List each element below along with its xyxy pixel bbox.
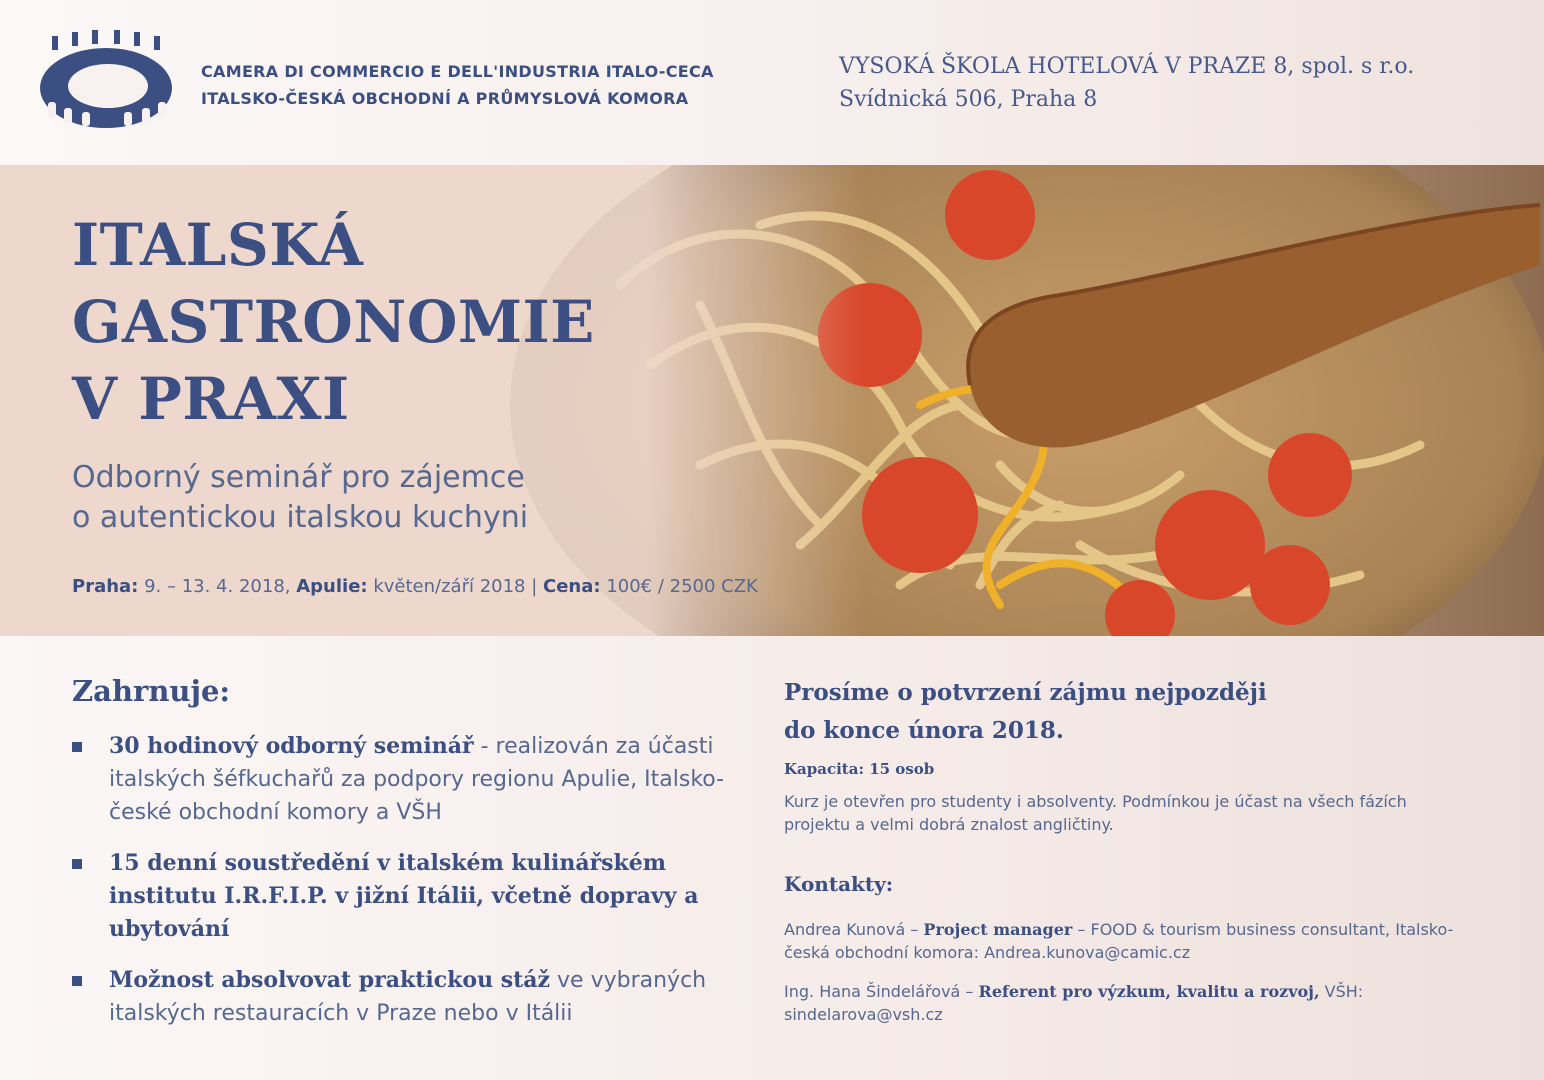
contact-role: Project manager: [923, 920, 1073, 939]
contact-details: VŠH: sindelarova@vsh.cz: [784, 982, 1364, 1024]
contacts-heading: Kontakty:: [784, 872, 894, 896]
subtitle: [72, 458, 528, 538]
bullet-icon: [72, 742, 82, 752]
item-highlight: 30 hodinový odborný seminář: [109, 733, 474, 759]
confirmation-line-1: Prosíme o potvrzení zájmu nejpozději: [784, 679, 1267, 706]
bullet-icon: [72, 859, 82, 869]
includes-list: [72, 730, 732, 1048]
school-address: [839, 50, 1414, 116]
list-item: [72, 964, 732, 1030]
contact-name: Andrea Kunová –: [784, 920, 924, 939]
school-name: VYSOKÁ ŠKOLA HOTELOVÁ V PRAZE 8, spol. s r.o.: [839, 54, 1415, 79]
praha-value: 9. – 13. 4. 2018,: [138, 576, 297, 597]
list-item: [72, 730, 732, 829]
contact-sindelarova: [784, 980, 1484, 1026]
title-line-2: GASTRONOMIE: [72, 288, 595, 356]
item-text: ve vybraných italských restauracích v Praze nebo v Itálii: [109, 968, 707, 1026]
item-highlight: Možnost absolvovat praktickou stáž: [109, 967, 551, 993]
includes-heading: Zahrnuje:: [72, 674, 231, 708]
item-highlight: 15 denní soustředění v italském kulinářském institutu I.R.F.I.P. v jižní Itálii, včetně dopravy a ubytování: [109, 850, 699, 942]
item-text: - realizován za účasti italských šéfkuchařů za podpory regionu Apulie, Italsko-české obchodní komory a VŠH: [109, 734, 725, 825]
title-line-3: V PRAXI: [72, 365, 350, 433]
apulie-label: Apulie:: [296, 576, 368, 597]
course-requirements: Kurz je otevřen pro studenty i absolventy. Podmínkou je účast na všech fázích projektu a velmi dobrá znalost angličtiny.: [784, 792, 1407, 834]
price-value: 100€ / 2500 CZK: [600, 576, 758, 597]
bullet-icon: [72, 976, 82, 986]
school-street: Svídnická 506, Praha 8: [839, 87, 1098, 112]
confirmation-notice: [784, 674, 1267, 750]
subtitle-line-1: Odborný seminář pro zájemce: [72, 460, 525, 495]
price-label: Cena:: [543, 576, 601, 597]
contact-name: Ing. Hana Šindelářová –: [784, 982, 979, 1001]
chamber-name-italian: CAMERA DI COMMERCIO E DELL'INDUSTRIA ITALO-CECA: [201, 62, 714, 81]
dates-and-price: [72, 576, 758, 597]
chamber-logo-icon: [34, 30, 179, 135]
chamber-name-czech: ITALSKO-ČESKÁ OBCHODNÍ A PRŮMYSLOVÁ KOMORA: [201, 89, 689, 108]
title-line-1: ITALSKÁ: [72, 211, 364, 279]
list-item: [72, 847, 732, 946]
page-title: [72, 207, 595, 438]
confirmation-line-2: do konce února 2018.: [784, 717, 1064, 744]
contact-kunova: [784, 918, 1484, 964]
capacity: Kapacita: 15 osob: [784, 760, 935, 778]
chamber-name: [201, 58, 714, 112]
apulie-value: květen/září 2018 |: [367, 576, 544, 597]
contact-details: – FOOD & tourism business consultant, Italsko-česká obchodní komora: Andrea.kunova@camic.cz: [784, 920, 1454, 962]
praha-label: Praha:: [72, 576, 139, 597]
subtitle-line-2: o autentickou italskou kuchyni: [72, 500, 529, 535]
contact-role: Referent pro výzkum, kvalitu a rozvoj,: [978, 982, 1320, 1001]
